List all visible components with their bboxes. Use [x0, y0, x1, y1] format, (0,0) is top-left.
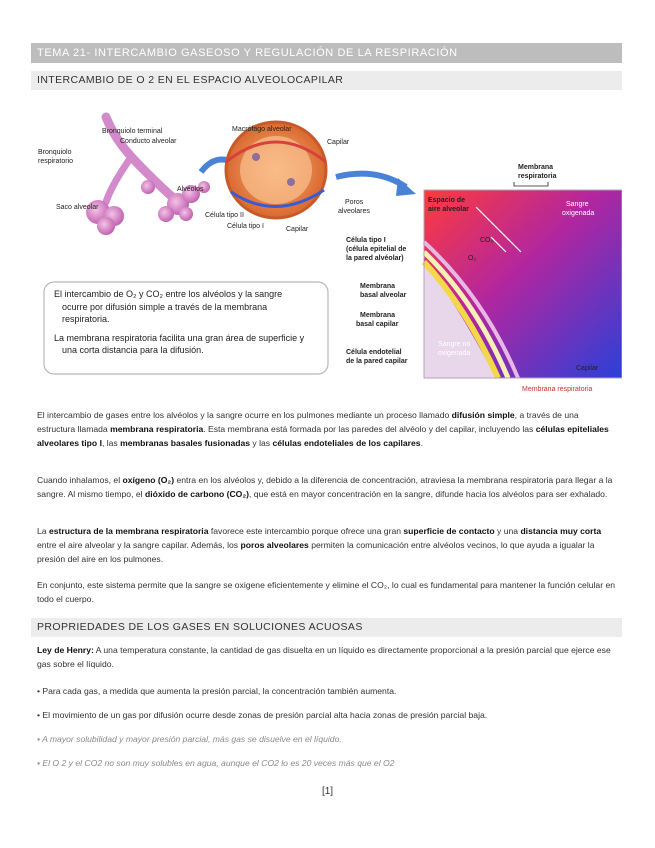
label-poros-1: Poros: [345, 199, 364, 206]
bullet-3: • A mayor solubilidad y mayor presión parcial, más gas se disuelve en el líquido.: [37, 734, 342, 744]
henry-law-paragraph: Ley de Henry: A una temperatura constante, la cantidad de gas disuelta en un líquido es directamente proporcional a la presión parcial que ejerce ese gas sobre el líquido.: [37, 645, 611, 669]
label-celula-i: Célula tipo I: [227, 223, 264, 230]
summary-box-text: [54, 288, 310, 357]
label-celula-epitelial-1: Célula tipo I: [346, 237, 386, 244]
label-sangre-no-oxigenada-1: Sangre no: [438, 341, 471, 348]
alveolus-illustration: [226, 122, 326, 218]
label-membrana-respiratoria-1: Membrana: [518, 164, 554, 171]
label-o2: O₂: [468, 255, 477, 262]
label-celula-endotelial-1: Célula endotelial: [346, 349, 402, 356]
label-membrana-basal-alveolar-2: basal alveolar: [360, 292, 407, 299]
membrane-bracket-icon: [514, 182, 548, 186]
label-celula-epitelial-3: la pared alvéolar): [346, 255, 404, 262]
label-poros-2: alveolares: [338, 208, 370, 215]
label-saco-alveolar: Saco alveolar: [56, 204, 99, 211]
label-capilar-right: Capilar: [576, 365, 599, 372]
paragraph-3: La estructura de la membrana respiratoria favorece este intercambio porque ofrece una gran superficie de contacto y una distancia muy corta entre el aire alveolar y la sangre capilar. Además, los poros alveolares permiten la comunicación entre alvéolos vecinos, lo que ayuda a igualar la presión del aire en los pulmones.: [37, 526, 602, 564]
label-membrana-basal-capilar-1: Membrana: [360, 312, 396, 319]
label-espacio-1: Espacio de: [428, 197, 465, 204]
label-sangre-oxigenada-2: oxigenada: [562, 210, 595, 217]
label-espacio-2: aire alveolar: [428, 206, 469, 213]
label-bronquiolo-respiratorio-1: Bronquiolo: [38, 149, 72, 156]
label-membrana-basal-capilar-2: basal capilar: [356, 321, 399, 328]
paragraph-2: Cuando inhalamos, el oxígeno (O₂) entra en los alvéolos y, debido a la diferencia de concentración, atraviesa la membrana respiratoria para llegar a la sangre. Al mismo tiempo, el dióxido de carbono (CO₂), que está en mayor concentración en la sangre, difunde hacia los alvéolos para ser exhalado.: [37, 475, 613, 499]
summary-bullet-1: El intercambio de O₂ y CO₂ entre los alvéolos y la sangre ocurre por difusión simple a través de la membrana respiratoria.: [54, 289, 283, 324]
label-co2: CO₂: [480, 237, 494, 244]
section-heading-intercambio: INTERCAMBIO DE O 2 EN EL ESPACIO ALVEOLOCAPILAR: [31, 71, 622, 90]
bullet-1: • Para cada gas, a medida que aumenta la presión parcial, la concentración también aumenta.: [37, 686, 397, 696]
label-bronquiolo-respiratorio-2: respiratorio: [38, 158, 74, 165]
bullet-2: • El movimiento de un gas por difusión ocurre desde zonas de presión parcial alta hacia zonas de presión parcial baja.: [37, 710, 488, 720]
label-sangre-oxigenada-1: Sangre: [566, 201, 589, 208]
bullet-4: • El O 2 y el CO2 no son muy solubles en agua, aunque el CO2 lo es 20 veces más que el O2: [37, 758, 395, 768]
label-macrofago: Macrófago alveolar: [232, 126, 292, 133]
paragraph-4: En conjunto, este sistema permite que la sangre se oxigene eficientemente y elimine el CO₂, lo cual es fundamental para mantener la función celular en todo el cuerpo.: [37, 580, 616, 604]
label-celula-epitelial-2: (célula epitelial de: [346, 246, 407, 253]
summary-bullet-2: La membrana respiratoria facilita una gran área de superficie y una corta distancia para la difusión.: [54, 332, 305, 355]
label-capilar-bottom: Capilar: [286, 226, 309, 233]
label-celula-ii: Célula tipo II: [205, 212, 244, 219]
label-membrana-caption: Membrana respiratoria: [522, 386, 593, 393]
section-heading-propiedades: PROPRIEDADES DE LOS GASES EN SOLUCIONES ACUOSAS: [31, 618, 622, 637]
label-conducto-alveolar: Conducto alveolar: [120, 138, 177, 145]
label-celula-endotelial-2: de la pared capilar: [346, 358, 408, 365]
label-membrana-respiratoria-2: respiratoria: [518, 173, 557, 180]
label-sangre-no-oxigenada-2: oxigenada: [438, 350, 471, 357]
document-title: TEMA 21- INTERCAMBIO GASEOSO Y REGULACIÓN DE LA RESPIRACIÓN: [31, 43, 622, 63]
label-bronquiolo-terminal: Bronquiolo terminal: [102, 128, 163, 135]
arrow-2-icon: [336, 174, 406, 187]
label-membrana-basal-alveolar-1: Membrana: [360, 283, 396, 290]
paragraph-1: El intercambio de gases entre los alvéolos y la sangre ocurre en los pulmones mediante un proceso llamado difusión simple, a través de una estructura llamada membrana respiratoria. Esta membrana está formada por las paredes del alvéolo y del capilar, incluyendo las células epiteliales alveolares tipo I, las membranas basales fusionadas y las células endoteliales de los capilares.: [37, 410, 609, 448]
arrow-2-head-icon: [396, 178, 416, 196]
label-capilar-top: Capilar: [327, 139, 350, 146]
page-number: [1]: [321, 786, 334, 797]
label-alveolos: Alvéolos: [177, 186, 204, 193]
